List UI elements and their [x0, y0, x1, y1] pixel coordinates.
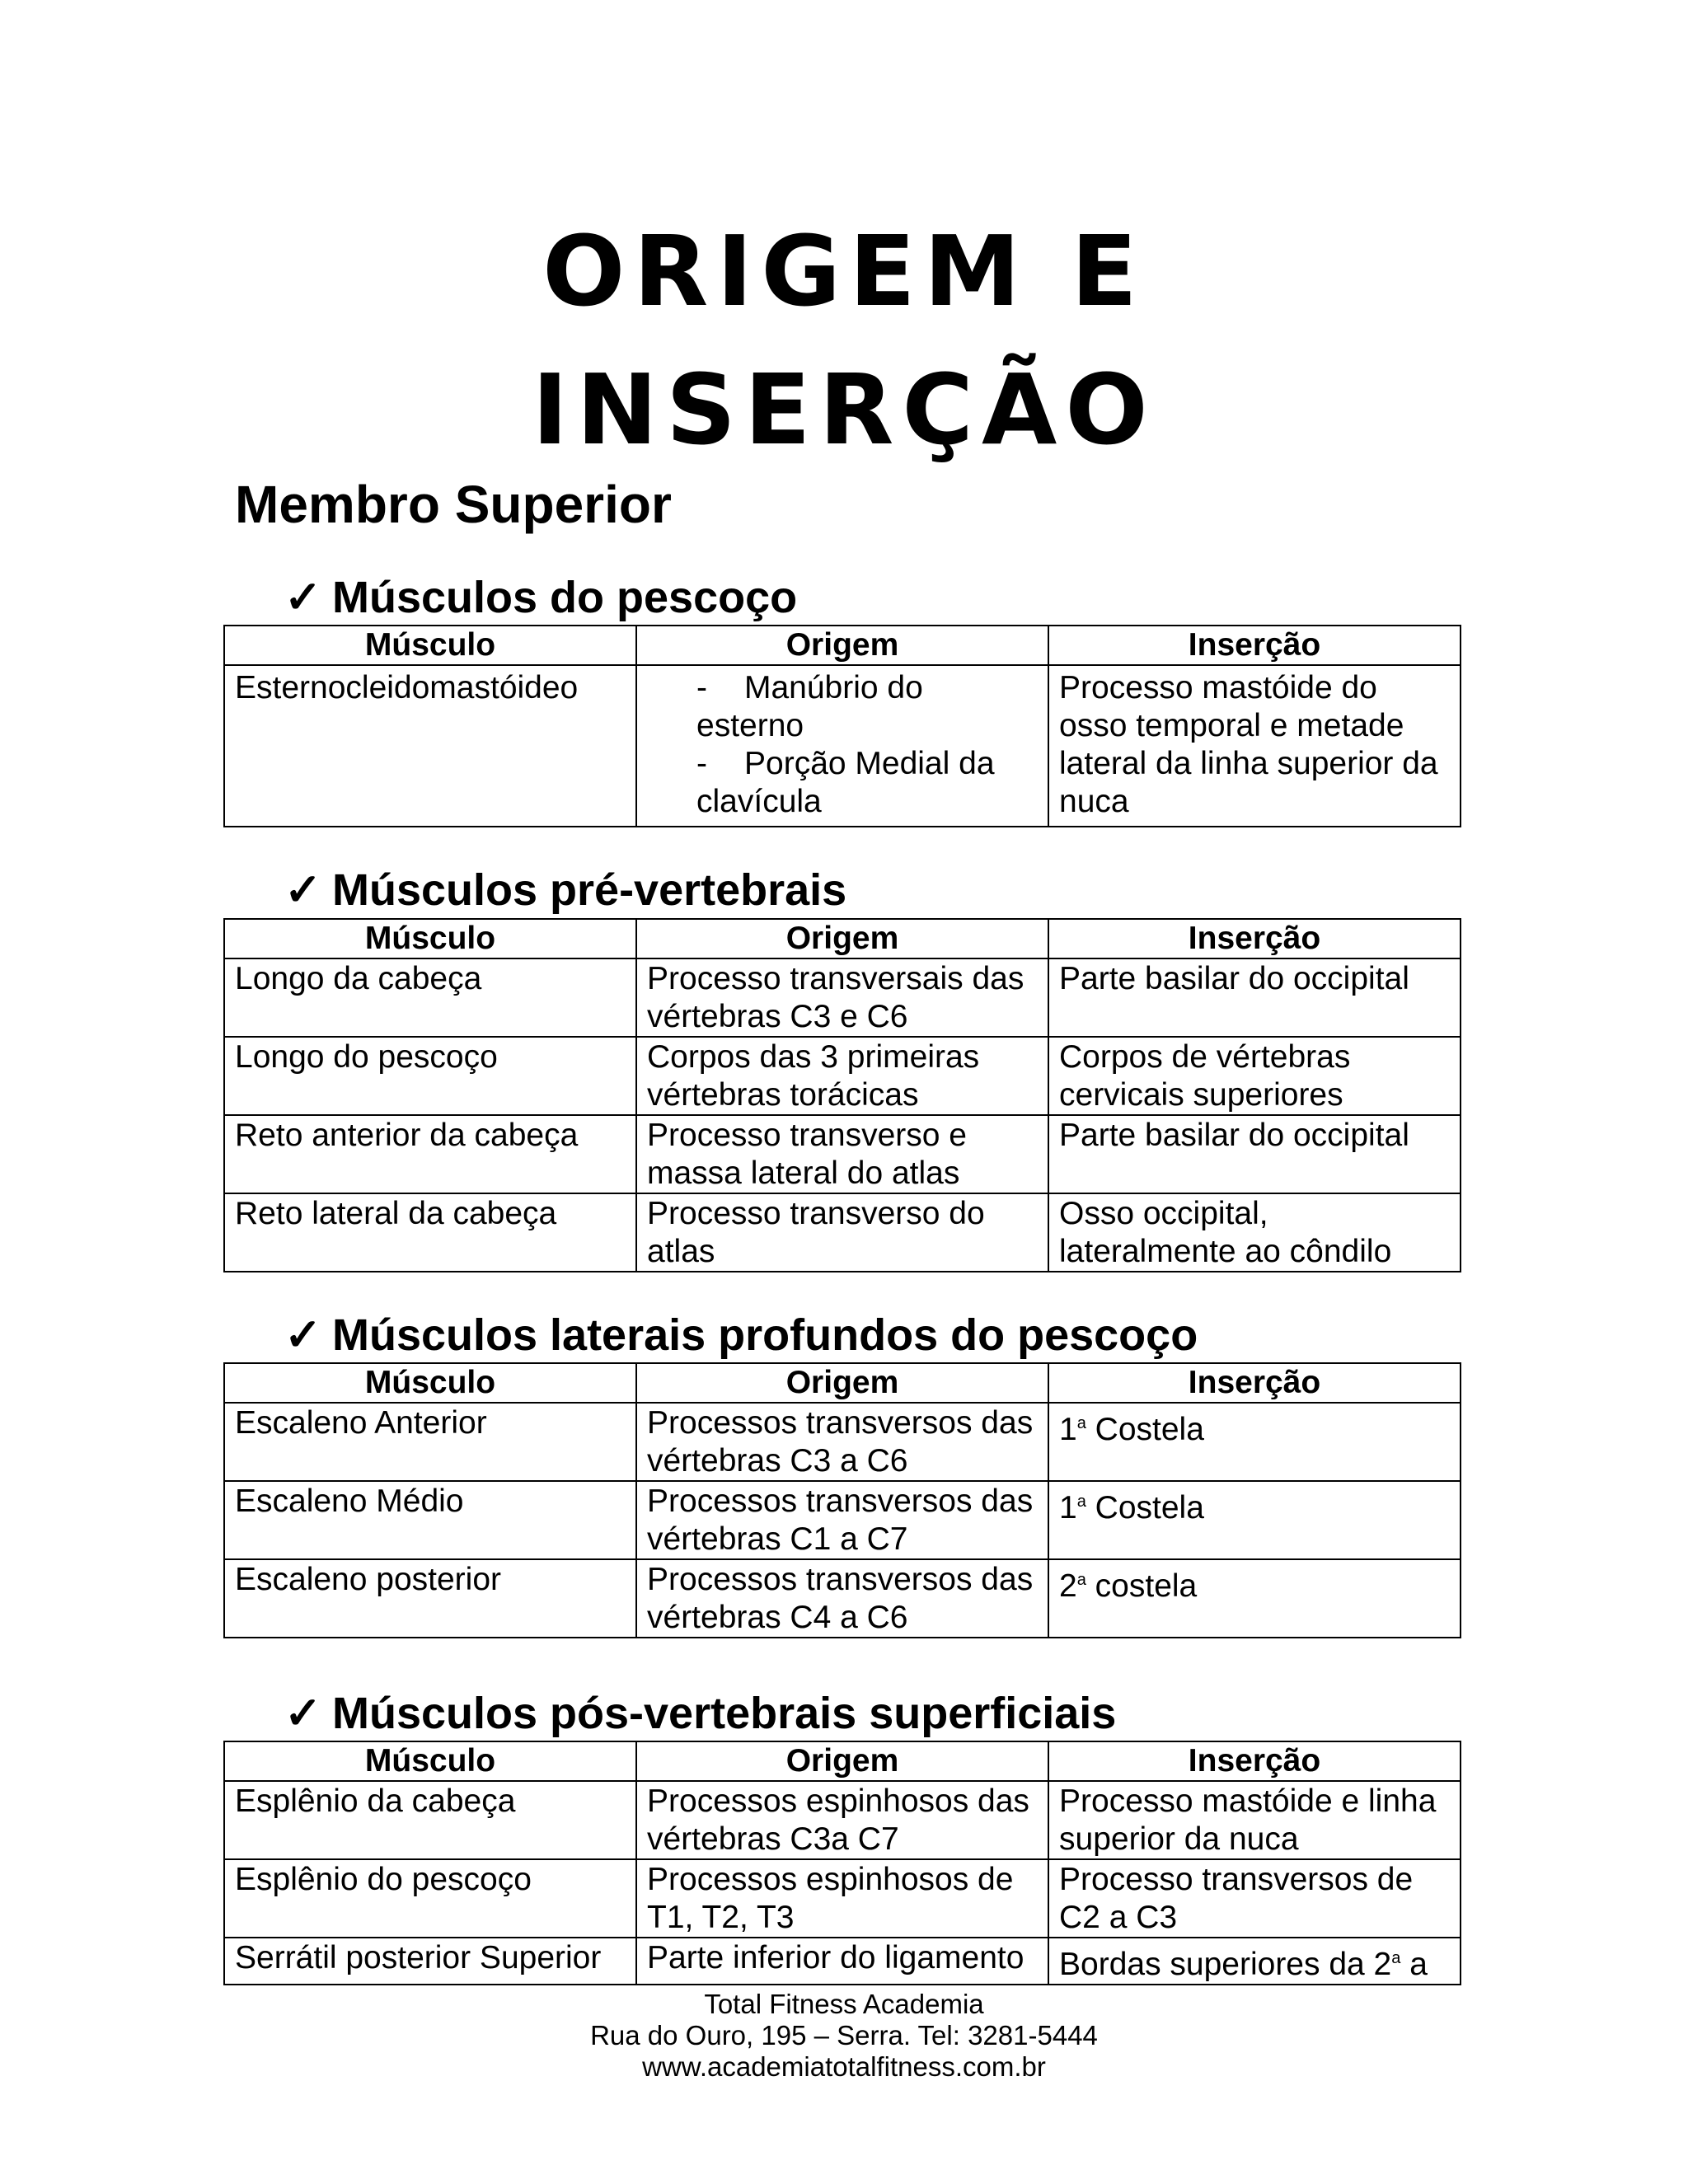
column-header: Músculo	[224, 1363, 636, 1403]
checkmark-icon: ✓	[284, 1310, 322, 1360]
section-heading-label: Músculos pré-vertebrais	[332, 865, 847, 915]
cell-insercao: Processo transversos de C2 a C3	[1048, 1859, 1461, 1938]
column-header: Inserção	[1048, 1741, 1461, 1781]
muscle-table	[223, 625, 1461, 827]
cell-origem: Corpos das 3 primeiras vértebras torácicas	[636, 1037, 1048, 1115]
ordinal-indicator: a	[1076, 1571, 1086, 1589]
ordinal-indicator: a	[1076, 1493, 1086, 1511]
cell-origem: Processo transverso do atlas	[636, 1193, 1048, 1272]
table-row	[224, 958, 1461, 1037]
cell-musculo: Esplênio do pescoço	[224, 1859, 636, 1938]
origin-list-item-continuation: esterno	[696, 708, 804, 743]
table-row	[224, 1115, 1461, 1193]
cell-musculo: Escaleno Médio	[224, 1481, 636, 1559]
ordinal-indicator: a	[1391, 1949, 1401, 1967]
title-line-1: ORIGEM E	[542, 214, 1146, 328]
document-title	[0, 202, 1688, 479]
origin-item-text: Manúbrio do	[744, 670, 923, 705]
footer-company: Total Fitness Academia	[704, 1989, 984, 2019]
table-row	[224, 1037, 1461, 1115]
checkmark-icon: ✓	[284, 865, 322, 915]
origin-list-item	[647, 745, 1038, 783]
column-header: Inserção	[1048, 626, 1461, 665]
list-dash: -	[696, 670, 707, 705]
cell-musculo: Serrátil posterior Superior	[224, 1938, 636, 1985]
table-row	[224, 1559, 1461, 1638]
section-heading-label: Músculos do pescoço	[332, 573, 798, 622]
cell-insercao: Processo mastóide e linha superior da nuca	[1048, 1781, 1461, 1859]
table-row	[224, 1481, 1461, 1559]
ordinal-number: 1	[1059, 1490, 1077, 1526]
cell-insercao	[1048, 1559, 1461, 1638]
cell-origem: Processos transversos das vértebras C4 a C6	[636, 1559, 1048, 1638]
cell-insercao: Parte basilar do occipital	[1048, 1115, 1461, 1193]
subtitle: Membro Superior	[235, 475, 672, 534]
cell-musculo: Longo do pescoço	[224, 1037, 636, 1115]
cell-musculo: Escaleno Anterior	[224, 1403, 636, 1481]
cell-musculo: Reto lateral da cabeça	[224, 1193, 636, 1272]
muscle-table	[223, 918, 1461, 1272]
cell-insercao	[1048, 1403, 1461, 1481]
insertion-text: a	[1400, 1947, 1428, 1982]
ordinal-indicator: a	[1076, 1414, 1086, 1432]
ordinal-number: 1	[1059, 1412, 1077, 1447]
column-header: Inserção	[1048, 919, 1461, 958]
cell-musculo: Reto anterior da cabeça	[224, 1115, 636, 1193]
section-heading	[284, 1687, 1116, 1740]
cell-musculo: Escaleno posterior	[224, 1559, 636, 1638]
cell-musculo: Esternocleidomastóideo	[224, 665, 636, 827]
section-heading-label: Músculos pós-vertebrais superficiais	[332, 1689, 1117, 1738]
table-header-row	[224, 1363, 1461, 1403]
table-header-row	[224, 919, 1461, 958]
section-heading	[284, 1309, 1198, 1361]
cell-origem: Processos espinhosos das vértebras C3a C7	[636, 1781, 1048, 1859]
list-dash: -	[696, 746, 707, 781]
column-header: Origem	[636, 1741, 1048, 1781]
page-footer	[0, 1989, 1688, 2083]
column-header: Músculo	[224, 919, 636, 958]
ordinal-number: 2	[1059, 1568, 1077, 1604]
cell-origem: Processo transverso e massa lateral do atlas	[636, 1115, 1048, 1193]
column-header: Origem	[636, 1363, 1048, 1403]
checkmark-icon: ✓	[284, 573, 322, 622]
insertion-text: costela	[1085, 1568, 1198, 1604]
title-line-2: INSERÇÃO	[532, 353, 1156, 466]
origin-item-text: Porção Medial da	[744, 746, 995, 781]
footer-website: www.academiatotalfitness.com.br	[642, 2051, 1046, 2082]
table-row	[224, 665, 1461, 827]
muscle-table	[223, 1741, 1461, 1985]
footer-address: Rua do Ouro, 195 – Serra. Tel: 3281-5444	[590, 2020, 1098, 2050]
cell-insercao: Corpos de vértebras cervicais superiores	[1048, 1037, 1461, 1115]
column-header: Origem	[636, 919, 1048, 958]
cell-insercao: Processo mastóide do osso temporal e metade lateral da linha superior da nuca	[1048, 665, 1461, 827]
table-row	[224, 1938, 1461, 1985]
cell-origem: Processos espinhosos de T1, T2, T3	[636, 1859, 1048, 1938]
origin-list-item	[647, 669, 1038, 707]
column-header: Músculo	[224, 1741, 636, 1781]
cell-insercao	[1048, 1481, 1461, 1559]
insertion-text: Costela	[1085, 1490, 1204, 1526]
cell-insercao: Parte basilar do occipital	[1048, 958, 1461, 1037]
cell-musculo: Esplênio da cabeça	[224, 1781, 636, 1859]
table-row	[224, 1781, 1461, 1859]
column-header: Inserção	[1048, 1363, 1461, 1403]
section-heading	[284, 864, 846, 916]
cell-origem: Processos transversos das vértebras C1 a C7	[636, 1481, 1048, 1559]
checkmark-icon: ✓	[284, 1689, 322, 1738]
table-header-row	[224, 626, 1461, 665]
cell-origem: Parte inferior do ligamento	[636, 1938, 1048, 1985]
cell-origem: Processos transversos das vértebras C3 a C6	[636, 1403, 1048, 1481]
section-heading-label: Músculos laterais profundos do pescoço	[332, 1310, 1198, 1360]
table-row	[224, 1403, 1461, 1481]
column-header: Músculo	[224, 626, 636, 665]
section-heading	[284, 571, 797, 624]
insertion-text: Bordas superiores da 2	[1059, 1947, 1392, 1982]
cell-origem	[636, 665, 1048, 827]
column-header: Origem	[636, 626, 1048, 665]
table-row	[224, 1859, 1461, 1938]
muscle-table	[223, 1362, 1461, 1638]
table-header-row	[224, 1741, 1461, 1781]
table-row	[224, 1193, 1461, 1272]
cell-musculo: Longo da cabeça	[224, 958, 636, 1037]
origin-list-item-continuation: clavícula	[696, 784, 822, 819]
cell-insercao	[1048, 1938, 1461, 1985]
cell-origem: Processo transversais das vértebras C3 e C6	[636, 958, 1048, 1037]
cell-insercao: Osso occipital, lateralmente ao côndilo	[1048, 1193, 1461, 1272]
insertion-text: Costela	[1085, 1412, 1204, 1447]
